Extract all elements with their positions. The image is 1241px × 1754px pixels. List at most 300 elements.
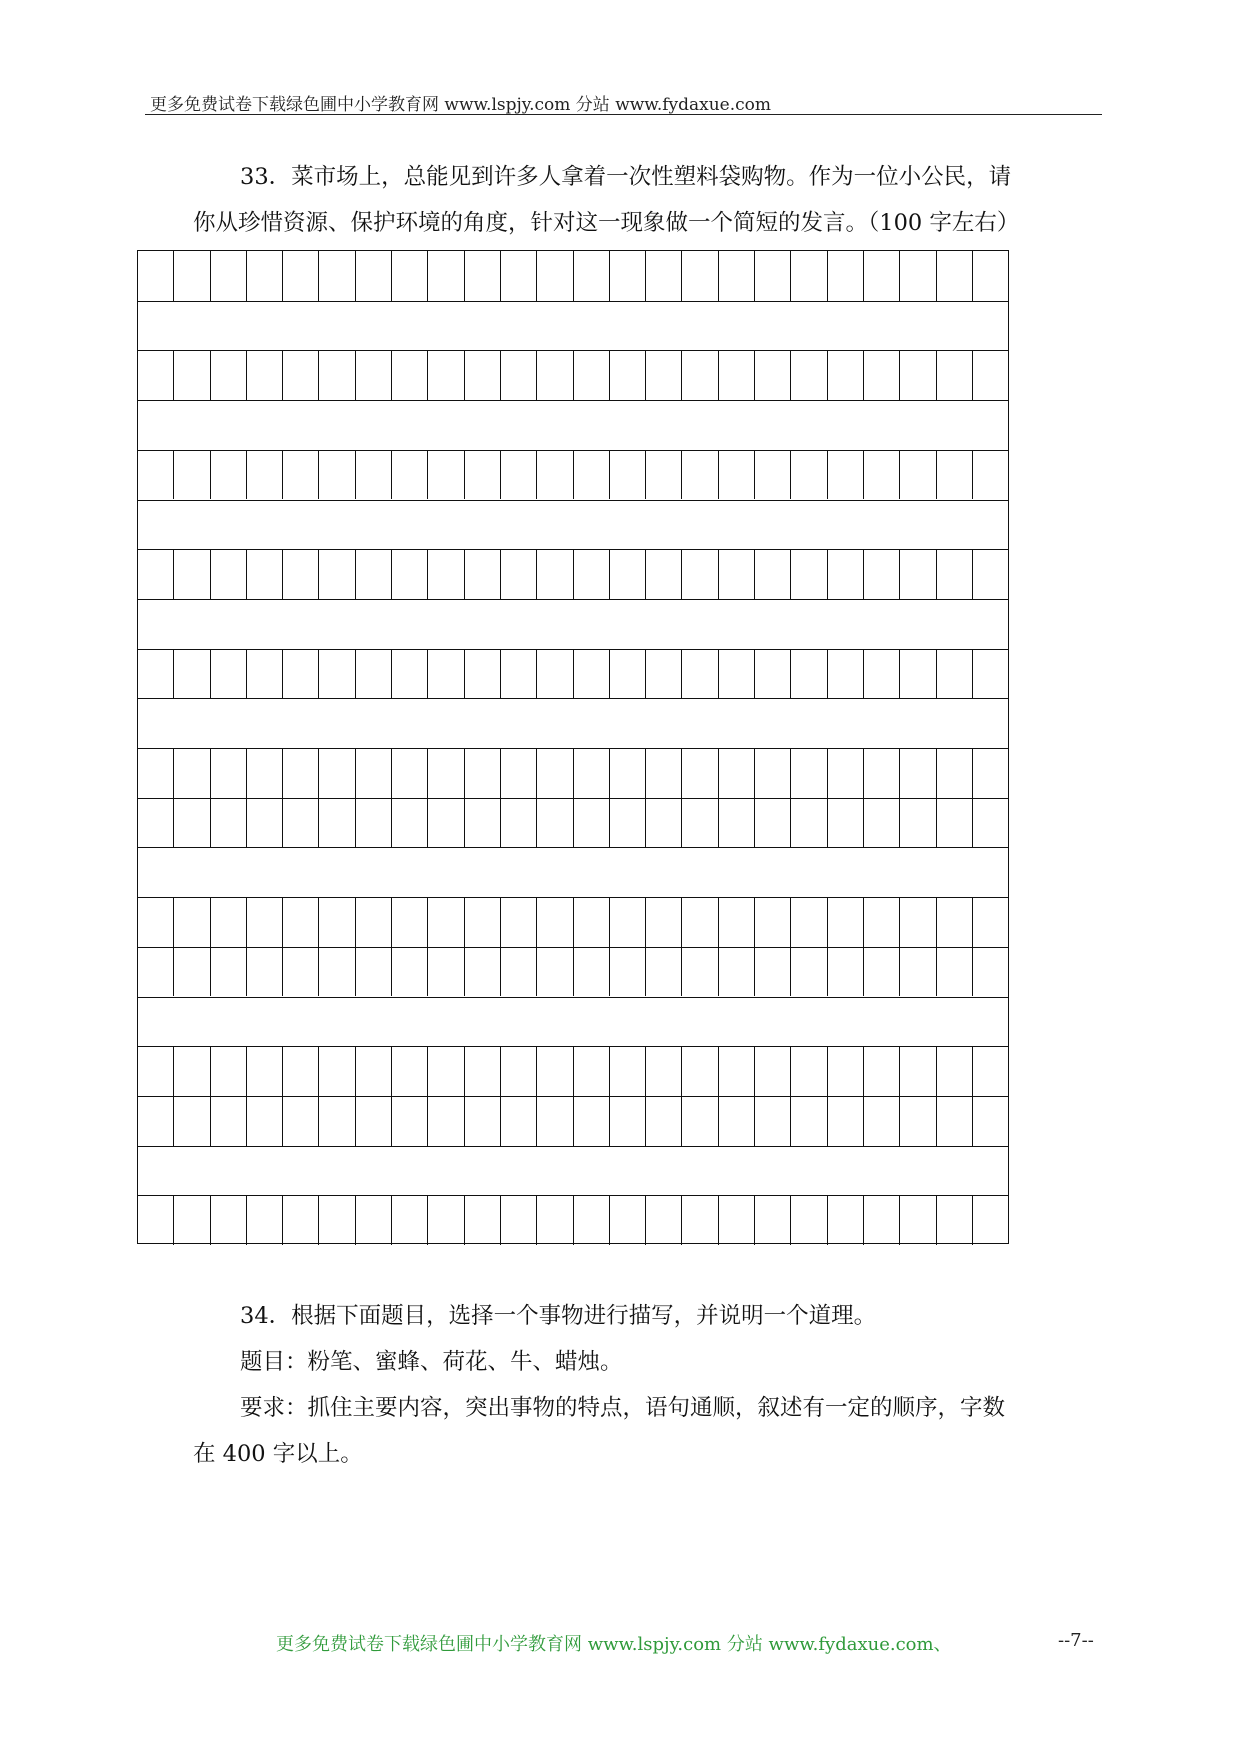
- grid-cell: [900, 350, 936, 400]
- grid-cell: [828, 350, 864, 400]
- grid-cell: [646, 1195, 682, 1245]
- grid-cell: [428, 549, 464, 599]
- grid-cell: [900, 450, 936, 500]
- grid-cell: [537, 1046, 573, 1096]
- grid-cell: [174, 450, 210, 500]
- grid-cell: [537, 450, 573, 500]
- grid-cell: [937, 1096, 973, 1146]
- grid-cell: [937, 798, 973, 848]
- grid-cell: [283, 1046, 319, 1096]
- grid-cell: [174, 1195, 210, 1245]
- grid-cell: [247, 450, 283, 500]
- grid-cell: [791, 947, 827, 997]
- grid-cell: [537, 251, 573, 301]
- grid-row-divider: [138, 947, 1008, 948]
- grid-cell: [247, 947, 283, 997]
- grid-cell: [319, 251, 355, 301]
- grid-cell: [174, 947, 210, 997]
- grid-cell-row: [138, 897, 1008, 947]
- grid-cell: [356, 649, 392, 699]
- grid-cell: [211, 549, 247, 599]
- grid-cell: [392, 1046, 428, 1096]
- grid-cell: [283, 450, 319, 500]
- grid-cell: [537, 897, 573, 947]
- grid-row-divider: [138, 748, 1008, 749]
- grid-cell: [973, 1046, 1008, 1096]
- grid-cell: [174, 798, 210, 848]
- grid-cell: [465, 798, 501, 848]
- grid-cell: [428, 350, 464, 400]
- grid-cell: [610, 350, 646, 400]
- grid-cell: [319, 1195, 355, 1245]
- grid-row-divider: [138, 500, 1008, 501]
- grid-cell: [356, 350, 392, 400]
- grid-spacer-row: [138, 500, 1008, 550]
- grid-cell: [465, 549, 501, 599]
- q34-requirement-line1: 要求：抓住主要内容，突出事物的特点，语句通顺，叙述有一定的顺序，字数: [240, 1395, 1006, 1421]
- grid-cell: [719, 947, 755, 997]
- q33-line1: 33．菜市场上，总能见到许多人拿着一次性塑料袋购物。作为一位小公民，请: [240, 164, 1012, 190]
- grid-cell: [392, 251, 428, 301]
- grid-cell: [574, 947, 610, 997]
- grid-cell: [319, 1096, 355, 1146]
- grid-cell: [465, 1195, 501, 1245]
- grid-cell: [864, 251, 900, 301]
- grid-cell: [755, 748, 791, 798]
- grid-cell: [864, 798, 900, 848]
- grid-row-divider: [138, 997, 1008, 998]
- grid-cell: [791, 350, 827, 400]
- grid-cell: [937, 947, 973, 997]
- grid-cell: [937, 251, 973, 301]
- grid-cell: [828, 549, 864, 599]
- grid-cell: [682, 897, 718, 947]
- grid-spacer-row: [138, 698, 1008, 748]
- grid-cell: [574, 798, 610, 848]
- grid-cell: [428, 1195, 464, 1245]
- grid-cell: [574, 450, 610, 500]
- grid-cell: [428, 450, 464, 500]
- grid-cell: [247, 798, 283, 848]
- grid-cell: [828, 450, 864, 500]
- grid-cell: [682, 1195, 718, 1245]
- grid-cell: [610, 1096, 646, 1146]
- grid-cell: [392, 549, 428, 599]
- grid-row-divider: [138, 350, 1008, 351]
- grid-cell: [428, 897, 464, 947]
- grid-row-divider: [138, 1096, 1008, 1097]
- grid-cell: [610, 649, 646, 699]
- grid-cell: [501, 649, 537, 699]
- grid-cell: [537, 1096, 573, 1146]
- grid-row-divider: [138, 1046, 1008, 1047]
- grid-cell: [174, 649, 210, 699]
- grid-cell: [646, 947, 682, 997]
- grid-cell: [138, 549, 174, 599]
- q33-line2: 你从珍惜资源、保护环境的角度，针对这一现象做一个简短的发言。（100 字左右）: [193, 210, 1020, 236]
- grid-cell-row: [138, 251, 1008, 301]
- grid-cell: [174, 350, 210, 400]
- grid-cell: [791, 798, 827, 848]
- grid-cell: [356, 450, 392, 500]
- grid-cell: [428, 748, 464, 798]
- grid-cell: [646, 450, 682, 500]
- grid-cell: [138, 649, 174, 699]
- grid-cell: [900, 1195, 936, 1245]
- grid-cell: [465, 649, 501, 699]
- grid-cell: [319, 350, 355, 400]
- grid-cell: [356, 1046, 392, 1096]
- q34-requirement-line2: 在 400 字以上。: [193, 1441, 363, 1467]
- grid-cell: [247, 748, 283, 798]
- grid-cell: [900, 1046, 936, 1096]
- grid-cell: [973, 748, 1008, 798]
- grid-cell: [465, 748, 501, 798]
- grid-cell: [682, 251, 718, 301]
- grid-cell: [682, 1096, 718, 1146]
- grid-cell: [755, 251, 791, 301]
- grid-cell: [465, 897, 501, 947]
- grid-cell: [428, 1096, 464, 1146]
- grid-cell: [501, 748, 537, 798]
- grid-cell: [900, 1096, 936, 1146]
- grid-cell: [828, 649, 864, 699]
- grid-cell: [501, 947, 537, 997]
- grid-cell: [501, 450, 537, 500]
- grid-cell: [719, 549, 755, 599]
- grid-cell: [574, 549, 610, 599]
- grid-cell: [174, 549, 210, 599]
- grid-cell: [610, 1046, 646, 1096]
- page-header: 更多免费试卷下载绿色圃中小学教育网 www.lspjy.com 分站 www.fydaxue.com: [150, 95, 772, 115]
- grid-cell: [755, 649, 791, 699]
- grid-row-divider: [138, 847, 1008, 848]
- grid-cell: [574, 350, 610, 400]
- grid-cell: [828, 1195, 864, 1245]
- grid-cell: [247, 1096, 283, 1146]
- grid-cell: [392, 450, 428, 500]
- grid-cell-row: [138, 947, 1008, 997]
- grid-cell: [973, 649, 1008, 699]
- grid-cell: [973, 350, 1008, 400]
- grid-cell: [574, 1096, 610, 1146]
- grid-cell: [537, 350, 573, 400]
- grid-cell: [864, 748, 900, 798]
- grid-cell: [900, 897, 936, 947]
- grid-cell: [501, 251, 537, 301]
- grid-cell: [174, 1046, 210, 1096]
- grid-cell: [138, 748, 174, 798]
- grid-cell: [937, 450, 973, 500]
- grid-cell: [574, 1195, 610, 1245]
- grid-cell: [900, 549, 936, 599]
- grid-cell: [937, 1046, 973, 1096]
- grid-cell: [392, 350, 428, 400]
- grid-cell: [719, 350, 755, 400]
- grid-row-divider: [138, 798, 1008, 799]
- header-rule: [145, 114, 1102, 115]
- grid-cell: [247, 1195, 283, 1245]
- grid-cell: [755, 798, 791, 848]
- grid-cell: [537, 748, 573, 798]
- grid-cell: [791, 251, 827, 301]
- grid-cell: [501, 1096, 537, 1146]
- grid-cell: [646, 1046, 682, 1096]
- q34-line1: 34．根据下面题目，选择一个事物进行描写，并说明一个道理。: [240, 1303, 877, 1329]
- grid-cell: [973, 251, 1008, 301]
- grid-cell: [864, 897, 900, 947]
- grid-cell: [174, 1096, 210, 1146]
- grid-cell: [574, 897, 610, 947]
- grid-cell: [791, 649, 827, 699]
- grid-cell: [610, 897, 646, 947]
- grid-cell: [574, 649, 610, 699]
- grid-cell: [682, 947, 718, 997]
- grid-cell: [138, 350, 174, 400]
- grid-cell: [501, 1195, 537, 1245]
- grid-cell: [828, 798, 864, 848]
- grid-cell: [828, 947, 864, 997]
- grid-cell: [755, 350, 791, 400]
- grid-cell: [465, 1096, 501, 1146]
- grid-cell: [211, 798, 247, 848]
- grid-cell: [755, 897, 791, 947]
- grid-cell: [755, 1195, 791, 1245]
- grid-row-divider: [138, 301, 1008, 302]
- grid-spacer-row: [138, 1146, 1008, 1196]
- grid-cell: [465, 1046, 501, 1096]
- grid-cell: [247, 251, 283, 301]
- grid-cell: [392, 1096, 428, 1146]
- grid-cell: [646, 649, 682, 699]
- grid-cell: [610, 549, 646, 599]
- grid-cell: [828, 897, 864, 947]
- grid-cell: [392, 649, 428, 699]
- grid-cell: [283, 1096, 319, 1146]
- grid-cell: [864, 1195, 900, 1245]
- grid-cell: [356, 1096, 392, 1146]
- grid-cell: [937, 897, 973, 947]
- grid-cell: [247, 649, 283, 699]
- grid-cell: [610, 450, 646, 500]
- grid-cell: [610, 1195, 646, 1245]
- grid-cell: [283, 649, 319, 699]
- grid-cell: [610, 251, 646, 301]
- page-number: --7--: [1058, 1630, 1094, 1651]
- grid-cell: [211, 350, 247, 400]
- grid-cell: [283, 1195, 319, 1245]
- grid-cell: [174, 251, 210, 301]
- grid-cell: [138, 897, 174, 947]
- grid-cell: [610, 748, 646, 798]
- grid-cell-row: [138, 798, 1008, 848]
- grid-cell: [465, 251, 501, 301]
- grid-cell: [973, 450, 1008, 500]
- grid-cell: [900, 798, 936, 848]
- grid-cell: [791, 1096, 827, 1146]
- grid-cell: [937, 350, 973, 400]
- grid-cell: [356, 549, 392, 599]
- grid-cell: [283, 549, 319, 599]
- grid-cell: [646, 350, 682, 400]
- grid-cell: [356, 748, 392, 798]
- grid-cell: [283, 798, 319, 848]
- grid-cell: [646, 251, 682, 301]
- grid-cell: [356, 1195, 392, 1245]
- grid-spacer-row: [138, 400, 1008, 450]
- grid-cell-row: [138, 549, 1008, 599]
- page-footer: 更多免费试卷下载绿色圃中小学教育网 www.lspjy.com 分站 www.fydaxue.com、: [276, 1634, 952, 1655]
- grid-cell: [682, 450, 718, 500]
- grid-cell: [682, 798, 718, 848]
- grid-cell: [973, 897, 1008, 947]
- grid-row-divider: [138, 1146, 1008, 1147]
- grid-cell: [755, 549, 791, 599]
- grid-cell: [937, 649, 973, 699]
- grid-cell-row: [138, 1046, 1008, 1096]
- grid-cell: [537, 947, 573, 997]
- grid-cell: [864, 549, 900, 599]
- grid-cell: [211, 947, 247, 997]
- grid-cell: [682, 350, 718, 400]
- grid-cell: [610, 947, 646, 997]
- grid-cell: [319, 450, 355, 500]
- grid-cell: [900, 251, 936, 301]
- grid-cell: [428, 947, 464, 997]
- grid-cell: [319, 748, 355, 798]
- grid-cell: [791, 1046, 827, 1096]
- grid-spacer-row: [138, 997, 1008, 1047]
- grid-cell: [828, 1096, 864, 1146]
- grid-cell: [937, 1195, 973, 1245]
- grid-cell: [900, 947, 936, 997]
- grid-cell: [211, 748, 247, 798]
- grid-cell: [791, 450, 827, 500]
- grid-cell: [138, 450, 174, 500]
- grid-row-divider: [138, 649, 1008, 650]
- grid-cell: [864, 1096, 900, 1146]
- grid-cell: [755, 947, 791, 997]
- grid-cell: [283, 947, 319, 997]
- grid-cell: [428, 798, 464, 848]
- grid-cell: [211, 450, 247, 500]
- grid-spacer-row: [138, 847, 1008, 897]
- grid-cell: [973, 798, 1008, 848]
- grid-cell: [356, 251, 392, 301]
- grid-cell: [719, 798, 755, 848]
- grid-cell: [719, 251, 755, 301]
- grid-cell: [247, 350, 283, 400]
- grid-cell: [392, 897, 428, 947]
- grid-cell: [319, 549, 355, 599]
- grid-cell: [392, 798, 428, 848]
- grid-cell-row: [138, 1195, 1008, 1245]
- grid-row-divider: [138, 549, 1008, 550]
- grid-cell: [646, 549, 682, 599]
- grid-cell: [719, 1096, 755, 1146]
- grid-cell: [682, 649, 718, 699]
- grid-cell: [211, 897, 247, 947]
- grid-cell: [138, 798, 174, 848]
- grid-cell: [537, 549, 573, 599]
- grid-cell: [283, 350, 319, 400]
- grid-cell-row: [138, 1096, 1008, 1146]
- grid-cell: [428, 1046, 464, 1096]
- grid-cell: [574, 748, 610, 798]
- grid-cell: [719, 1046, 755, 1096]
- grid-cell: [719, 897, 755, 947]
- grid-cell: [719, 1195, 755, 1245]
- grid-cell: [537, 1195, 573, 1245]
- grid-cell: [864, 350, 900, 400]
- grid-cell: [937, 549, 973, 599]
- grid-cell: [428, 251, 464, 301]
- grid-cell: [174, 897, 210, 947]
- grid-cell: [973, 947, 1008, 997]
- grid-cell: [864, 947, 900, 997]
- grid-cell: [465, 450, 501, 500]
- grid-cell: [574, 251, 610, 301]
- grid-cell: [973, 1096, 1008, 1146]
- grid-cell: [138, 1096, 174, 1146]
- grid-cell: [356, 947, 392, 997]
- grid-cell: [828, 251, 864, 301]
- grid-cell: [646, 748, 682, 798]
- grid-cell: [356, 897, 392, 947]
- grid-cell: [283, 897, 319, 947]
- grid-cell: [428, 649, 464, 699]
- grid-cell-row: [138, 649, 1008, 699]
- grid-cell: [937, 748, 973, 798]
- grid-cell: [283, 748, 319, 798]
- grid-cell: [319, 798, 355, 848]
- grid-row-divider: [138, 698, 1008, 699]
- grid-cell: [646, 1096, 682, 1146]
- grid-cell: [211, 1046, 247, 1096]
- grid-cell: [755, 1046, 791, 1096]
- grid-cell: [501, 549, 537, 599]
- grid-cell-row: [138, 450, 1008, 500]
- grid-cell: [791, 748, 827, 798]
- grid-spacer-row: [138, 599, 1008, 649]
- grid-cell: [973, 549, 1008, 599]
- grid-cell: [138, 947, 174, 997]
- writing-grid: [137, 250, 1009, 1244]
- grid-cell: [319, 947, 355, 997]
- grid-cell: [682, 1046, 718, 1096]
- grid-cell: [356, 798, 392, 848]
- grid-cell: [864, 450, 900, 500]
- grid-cell: [247, 897, 283, 947]
- grid-cell: [501, 350, 537, 400]
- grid-cell: [755, 1096, 791, 1146]
- grid-cell: [864, 1046, 900, 1096]
- grid-cell: [610, 798, 646, 848]
- grid-cell: [247, 549, 283, 599]
- grid-row-divider: [138, 1195, 1008, 1196]
- grid-cell: [973, 1195, 1008, 1245]
- grid-row-divider: [138, 450, 1008, 451]
- grid-row-divider: [138, 599, 1008, 600]
- grid-cell: [211, 1096, 247, 1146]
- grid-cell: [501, 897, 537, 947]
- grid-cell: [646, 897, 682, 947]
- grid-cell: [465, 350, 501, 400]
- grid-cell: [646, 798, 682, 848]
- grid-cell: [755, 450, 791, 500]
- grid-cell: [791, 549, 827, 599]
- grid-cell: [319, 649, 355, 699]
